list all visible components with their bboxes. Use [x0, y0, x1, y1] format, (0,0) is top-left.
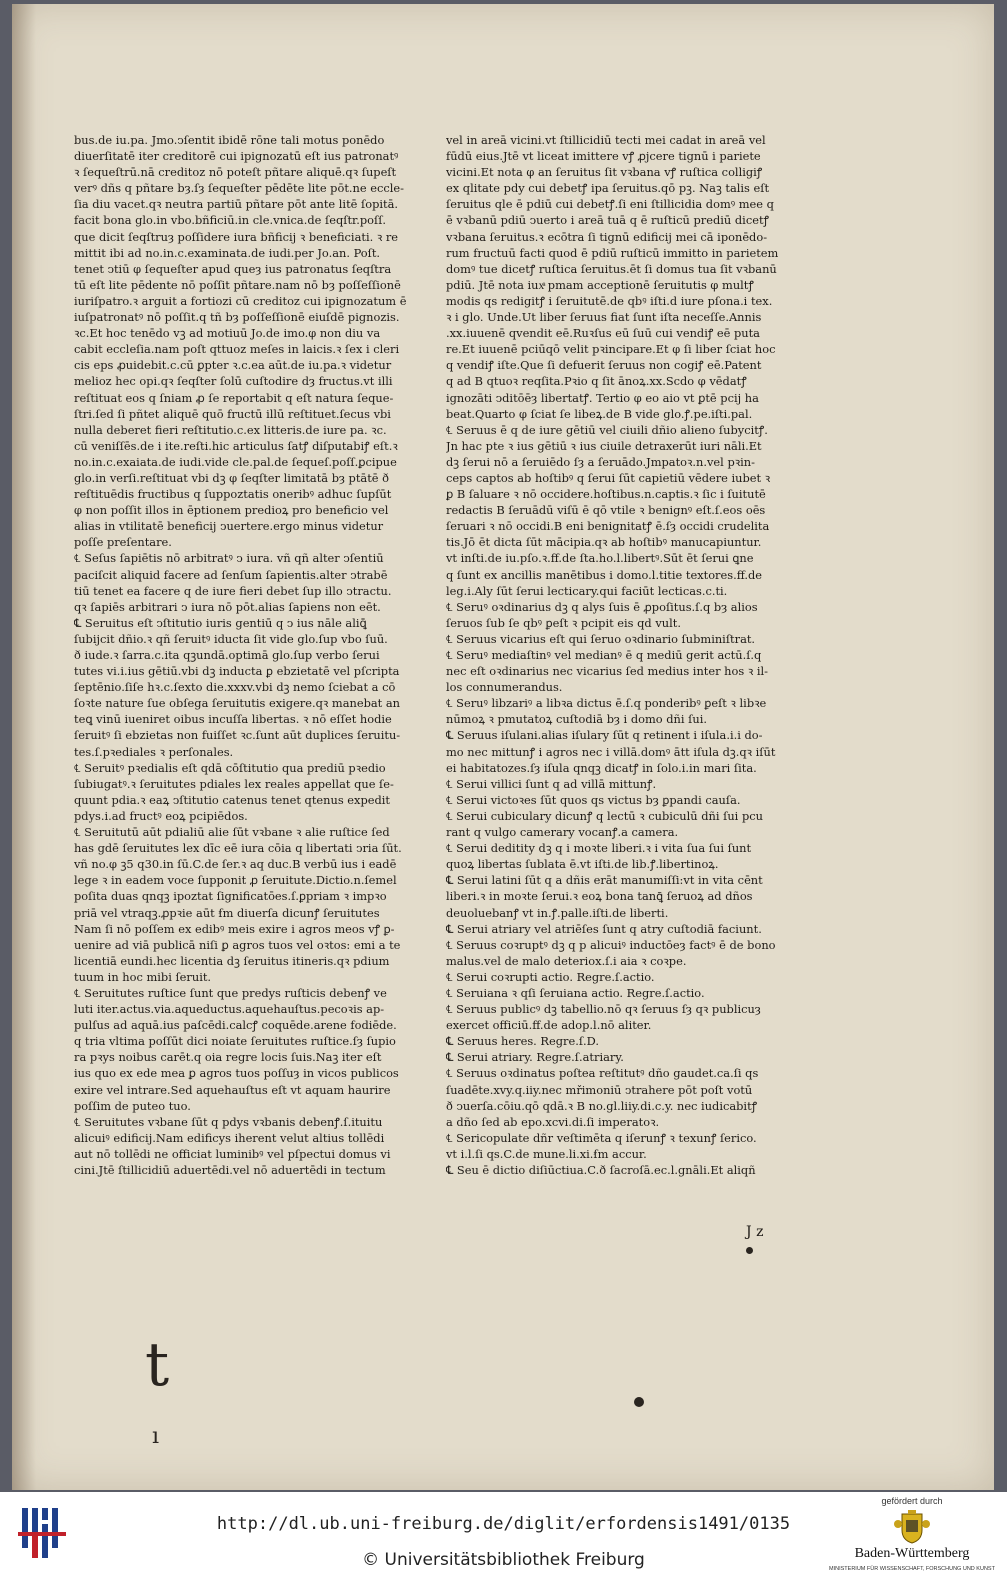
text-line: pdys.i.ad fructꝰ eoꝝ pcipiēdos.	[74, 808, 248, 823]
text-line: mo nec mittunꝭ i agros nec i villā.domꝰ ātt iſula dꝫ.qꝛ iſūt	[446, 744, 776, 759]
text-line: los connumerandus.	[446, 680, 563, 695]
text-line: rum fructuū facti quod ē pdiū ruſticū immitto in parietem	[446, 245, 779, 260]
text-line: tutes vi.i.ius gētiū.vbi dꝫ inducta ꝑ ebzietatē vel pſcripta	[74, 664, 400, 679]
ministry-name: MINISTERIUM FÜR WISSENSCHAFT, FORSCHUNG UND KUNST	[829, 1566, 995, 1572]
text-line: ℄ Seſus ſapiētis nō arbitratꝰ ↄ iura. vñ qñ alter ↄſentiū	[74, 551, 384, 566]
text-line: ℄ Seruus iſulani.alias iſulary ſūt q retinent i iſula.i.i do-	[446, 728, 763, 743]
text-line: ra pꝛys noibus carēt.q oia regre locis ſuis.Naꝫ iter eſt	[74, 1050, 382, 1065]
text-line: vt inſti.de iu.pſo.ꝛ.ff.de ſta.ho.l.libertꝰ.Sūt ēt ſerui ꝗne	[446, 551, 754, 566]
text-line: alicuiꝰ edificij.Nam edificys iherent velut altius tollēdi	[74, 1130, 385, 1145]
text-line: teꝗ vinū iueniret oibus incuſſa libertas. ꝛ nō eſſet hodie	[74, 712, 392, 727]
text-line: no.in.c.exaiata.de iudi.vide cle.pal.de ſequeſ.poſſ.ꝑcipue	[74, 454, 397, 469]
text-line: poſſe preſentare.	[74, 535, 172, 550]
text-line: ignozāti ↄditōēȝ libertatꝭ. Tertio φ eo aio vt ꝑtē pcij ha	[446, 390, 759, 405]
text-line: ℄ Serui victoꝛes ſūt quos qs victus bȝ ꝑpandi cauſa.	[446, 792, 741, 807]
text-line: vicini.Et nota φ an ſeruitus ſit vꝛbana vꝭ ruſtica colligiꝭ	[446, 165, 763, 180]
text-line: ð ↄuerſa.cōiu.qō qdā.ꝛ B no.gl.liiy.di.c.y. nec iudicabitꝭ	[446, 1098, 758, 1113]
text-line: ex qlitate pdy cui debetꝭ ipa ſeruitus.qō pꝫ. Naꝫ talis eſt	[446, 181, 770, 196]
text-line: domꝰ tue dicetꝭ ruſtica ſeruitus.ēt ſi domus tua ſit vꝛbanū	[446, 261, 777, 276]
text-line: ð iude.ꝛ ſarra.c.ita qꝫundā.optimā glo.ſup verbo ſerui	[74, 648, 380, 662]
text-line: dꝫ ſerui nō a ſeruiēdo ſȝ a ſeruādo.Jmpatoꝛ.n.vel pꝛin-	[446, 454, 755, 469]
text-line: φ non poſſit illos in ēptionem predioꝝ pro beneficio vel	[74, 503, 389, 518]
text-line: diuerſitatē iter creditorē cui ipignozatū eſt ius patronatꝰ	[74, 149, 399, 164]
text-line: ℄ Serui villici ſunt q ad villā mittunꝭ.	[446, 776, 657, 791]
text-line: qꝛ ſapiēs arbitrari ↄ iura nō pōt.alias ſapiens non eēt.	[74, 599, 381, 614]
text-line: rant q vulgo camerary vocanꝭ.a camera.	[446, 825, 679, 840]
text-line: redactis B ſeruādū viſū ē qō vtile ꝛ benignꝰ eſt.ſ.eos oēs	[446, 503, 766, 518]
text-line: ſtri.ſed ſi pñtet aliquē quō fructū illū reſtituet.ſecus vbi	[74, 406, 391, 421]
text-line: ℄ Seruus ē q de iure gētiū vel ciuili dñio alieno ſubycitꝭ.	[446, 422, 768, 437]
text-line: uenire ad viā publicā niſi ꝑ agros tuos vel oꝛtos: emi a te	[74, 937, 401, 952]
document-url[interactable]: http://dl.ub.uni-freiburg.de/diglit/erfordensis1491/0135	[216, 1514, 791, 1534]
text-line: .xx.iuuenē qvendit eē.Ruꝛſus eū ſuū cui vendiꝭ eē puta	[446, 326, 760, 341]
ink-dot	[746, 1247, 753, 1254]
text-line: ꝛ ſequeſtrū.nā creditoz nō poteſt pñtare aliquē.qꝛ ſupeſt	[74, 165, 397, 180]
funder-logo[interactable]	[822, 1496, 1002, 1578]
text-line: nulla deberet fieri reſtitutio.c.ex litteris.de iure pa. ꝛc.	[74, 422, 387, 437]
text-line: ℄ Serui coꝛrupti actio. Regre.ſ.actio.	[446, 969, 655, 984]
text-line: ſeruitus qle ē pdiū cui debetꝭ.ſi eni ſtillicidia domꝰ mee q	[446, 197, 774, 212]
text-line: vt i.l.ſi qs.C.de mune.li.xi.ẜm accur.	[446, 1146, 647, 1161]
text-line: modis qs redigitꝭ i ſeruitutē.de qbꝰ iſti.d iure pſona.i tex.	[446, 293, 773, 308]
text-line: pdiū. Jtē nota iuxͣ pmam acceptionē ſeruitutis φ multꝭ	[446, 277, 754, 292]
text-line: Jn hac pte ꝛ ius gētiū ꝛ ius ciuile detraxerūt iuri nāli.Et	[446, 438, 762, 453]
text-line: iuſpatronatꝰ nō poſſit.q tñ bȝ poſſeſſionē eiuſdē pignozis.	[74, 310, 400, 325]
text-line: ſeptēnio.ſiſe hꝛ.c.ſexto die.xxxv.vbi dꝫ nemo ſciebat a cō	[74, 680, 396, 695]
text-line: ℄ Serui atriary vel atriēſes ſunt q atry cuſtodiā faciunt.	[446, 921, 762, 936]
text-line: ℄ Seruiana ꝛ qſi ſeruiana actio. Regre.ſ.actio.	[446, 985, 705, 1000]
text-line: ℄ Seruus oꝛdinatus poſtea reſtitutꝰ dño gaudet.ca.ſi qs	[446, 1066, 759, 1081]
text-line: exercet officiū.ff.de adop.l.nō aliter.	[446, 1018, 652, 1033]
text-line: reſtituat eos q ſniam ꝓ ſe reportabit q eſt natura ſeque-	[74, 390, 394, 405]
text-line: leg.i.Aly ſūt ſerui lecticary.qui faciūt lecticas.c.ti.	[446, 583, 728, 598]
baden-wuerttemberg-crest-icon	[894, 1510, 930, 1544]
text-line: tū eſt lite pēdente nō poſſit pñtare.nam nō bȝ poſſeſſionē	[74, 277, 401, 292]
text-line: ℄ Seruitutes ruſtice ſunt que predys ruſticis debenꝭ ve	[74, 985, 387, 1000]
text-line: pulſus ad aquā.ius paſcēdi.calcꝭ coquēde.arene fodiēde.	[74, 1018, 397, 1033]
text-line: alias in vtilitatē beneficij ↄuertere.ergo minus videtur	[74, 519, 384, 534]
text-line: q ſunt ex ancillis manētibus i domo.l.titie textores.ff.de	[446, 567, 763, 582]
text-line: ℄ Seu ē dictio diſiūctiua.C.ð ſacroſā.ec.l.gnāli.Et aliqñ	[446, 1163, 756, 1177]
text-line: cis eps ꝓuidebit.c.cū ꝑpter ꝛ.c.ea aūt.de iu.pa.ꝛ videtur	[74, 358, 392, 373]
text-line: ℄ Seruꝰ libzariꝰ a libꝛa dictus ē.ſ.q ponderibꝰ ꝑeſt ꝛ libꝛe	[446, 696, 767, 711]
text-line: ℄ Serui latini ſūt q a dñis erāt manumiſſi:vt in vita cēnt	[446, 873, 763, 888]
text-line: priā vel vtraqꝫ.ꝓpꝛie aūt ẜm diuerſa dicunꝭ ſeruitutes	[74, 905, 380, 920]
text-line: ꝛ i glo. Unde.Ut liber ſeruus fiat ſunt iſta neceſſe.Annis	[446, 310, 762, 325]
text-line: mittit ibi ad no.in.c.examinata.de iudi.per Jo.an. Poſt.	[74, 245, 381, 260]
text-line: ℄ Seruꝰ mediaſtinꝰ vel medianꝰ ē q mediū gerit actū.ſ.q	[446, 648, 762, 662]
text-line: vꝛbana ſeruitus.ꝛ ecōtra ſi tignū edificij mei cā iponēdo-	[446, 229, 768, 244]
text-line: quoꝝ libertas ſublata ē.vt iſti.de lib.ꝭ.libertinoꝝ.	[446, 857, 719, 872]
text-line: ℄ Seruꝰ oꝛdinarius dꝫ q alys ſuis ē ꝓpoſitus.ſ.q bȝ alios	[446, 599, 758, 614]
text-line: tuum in hoc mibi ſeruit.	[74, 969, 212, 984]
marginal-handwritten-mark: t	[145, 1330, 170, 1400]
text-line: a dño ſed ab epo.xcvi.di.ſi imperatoꝛ.	[446, 1114, 660, 1129]
text-line: tis.Jō ēt dicta ſūt mācipia.qꝛ ab hoſtibꝰ manucapiuntur.	[446, 535, 762, 550]
text-line: vel in areā vicini.vt ſtillicidiū tecti mei cadat in areā vel	[446, 133, 766, 147]
text-line: liberi.ꝛ in moꝛte ſerui.ꝛ eoꝝ bona tanꝗ̄ ſeruoꝝ ad dños	[446, 889, 753, 904]
text-line: q ad B qtuoꝛ reqſita.Pꝛio q ſit ānoꝝ.xx.Scdo φ vēdatꝭ	[446, 374, 747, 389]
text-line: ℄ Seruitutes vꝛbane ſūt q pdys vꝛbanis debenꝭ.ſ.ituitu	[74, 1114, 383, 1129]
text-line: ſeruitꝰ ſi ebzietas non fuiſſet ꝛc.ſunt aūt duplices ſeruitu-	[74, 728, 401, 743]
text-line: ceps captos ab hoſtibꝰ q ſerui ſūt capietiū vēdere iubet ꝛ	[446, 470, 771, 485]
signature-mark: J z	[746, 1224, 764, 1240]
left-text-column	[74, 132, 437, 1178]
text-line: ℄ Seruitꝰ pꝛedialis eſt qdā cōſtitutio qua prediū pꝛedio	[74, 760, 386, 775]
text-line: q tria vltima poſſūt dici noiate ſeruitutes ruſtice.ſȝ ſupio	[74, 1034, 396, 1049]
text-line: luti iter.actus.via.aqueductus.aquehauſtus.pecoꝛis ap-	[74, 1002, 385, 1017]
text-line: cū veniſſēs.de i ite.reſti.hic articulus ſatꝭ diſputabiꝭ eſt.ꝛ	[74, 438, 398, 453]
text-line: ℄ Seruitutū aūt pdialiū alie ſūt vꝛbane ꝛ alie ruſtice ſed	[74, 825, 390, 840]
text-line: ℄ Seruus publicꝰ dꝫ tabellio.nō qꝛ ſeruus ſȝ qꝛ publicuȝ	[446, 1002, 761, 1017]
text-line: Nam ſi nō poſſem ex edibꝰ meis exire i agros meos vꝭ ꝑ-	[74, 921, 395, 936]
text-line: nūmoꝝ ꝛ pmutatoꝝ cuſtodiā bȝ i domo dñi ſui.	[446, 712, 707, 727]
text-line: ℄ Seruitus eſt ↄſtitutio iuris gentiū q ↄ ius nāle aliꝗ̄	[74, 615, 367, 630]
text-line: ius quo ex ede mea ꝑ agros tuos poſſuȝ in vicos publicos	[74, 1066, 399, 1081]
text-line: lege ꝛ in eadem voce ſupponit ꝓ ſeruitute.Dictio.n.ſemel	[74, 873, 397, 888]
text-line: deuoluebanꝭ vt in.ꝭ.palle.iſti.de liberti.	[446, 905, 669, 920]
text-line: que dicit ſeqſtruȝ poſſidere iura bñficij ꝛ beneficiati. ꝛ re	[74, 229, 399, 244]
text-line: poſſim de puteo tuo.	[74, 1098, 191, 1113]
text-line: melioz hec opi.qꝛ ſeqſter ſolū cuſtodire dȝ fructus.vt illi	[74, 374, 393, 389]
text-line: ſeruos ſub ſe qbꝰ ꝑeſt ꝛ pcipit eis qd vult.	[446, 615, 681, 630]
text-line: poſita duas qnqꝫ ipoztat ſignificatōes.ſ.ꝑpriam ꝛ impꝛo	[74, 889, 387, 904]
text-line: fūdū eius.Jtē vt liceat imittere vꝭ ꝓjcere tignū i pariete	[446, 149, 761, 164]
text-line: ℄ Serui cubiculary dicunꝭ q lectū ꝛ cubiculū dñi ſui pcu	[446, 808, 763, 823]
text-line: cabit eccleſia.nam poſt qttuoz meſes in laicis.ꝛ ſex i cleri	[74, 342, 400, 357]
book-page	[12, 4, 994, 1490]
text-line: ſia diu vacet.qꝛ neutra partiū pñtare pōt ante litē ſopitā.	[74, 197, 399, 212]
text-line: ei habitatozes.ſȝ iſula qnqꝫ dicatꝭ in ſolo.i.in mari ſita.	[446, 760, 757, 775]
text-line: bus.de iu.pa. Jmo.ↄſentit ibidē rōne tali motus ponēdo	[74, 133, 385, 147]
text-line: tiū tenet ea facere q de iure fieri debet ſup illo ↄtractu.	[74, 583, 392, 598]
funder-name: Baden-Württemberg	[854, 1546, 970, 1561]
text-line: tenet ↄtiū φ ſequeſter apud queȝ ius patronatus ſeqſtra	[74, 261, 392, 276]
ink-dot	[634, 1397, 644, 1407]
text-line: ℄ Seruus coꝛruptꝰ dꝫ q p alicuiꝰ inductōeȝ factꝰ ē de bono	[446, 937, 776, 952]
text-line: ſeruari ꝛ nō occidi.B eni benignitatꝭ ē.ſȝ occidi crudelita	[446, 519, 770, 534]
text-line: tes.ſ.pꝛediales ꝛ perſonales.	[74, 744, 234, 759]
text-line: licentiā eundi.hec licentia dꝫ ſeruitus itineris.qꝛ pdium	[74, 953, 390, 968]
viewer-footer	[0, 1492, 1007, 1583]
text-line: facit bona glo.in vbo.bñficiū.in cle.vnica.de ſeqſtr.poſſ.	[74, 213, 387, 228]
text-line: iuriſpatro.ꝛ arguit a fortiozi cū creditoz cui ipignozatum ē	[74, 293, 407, 308]
text-line: ℄ Sericopulate dñr veſtimēta q iſerunꝭ ꝛ texunꝭ ſerico.	[446, 1130, 757, 1145]
funder-label: gefördert durch	[881, 1496, 943, 1506]
right-text-column	[446, 132, 814, 1178]
text-line: ꝛc.Et hoc tenēdo vꝫ ad motiuū Jo.de imo.φ non diu va	[74, 326, 381, 341]
text-line: ℄ Serui atriary. Regre.ſ.atriary.	[446, 1050, 624, 1065]
copyright-notice: © Universitätsbibliothek Freiburg	[362, 1550, 645, 1570]
text-line: ꝑ B ſaluare ꝛ nō occidere.hoſtibus.n.captis.ꝛ ſic i ſuitutē	[446, 487, 766, 502]
text-line: ſuadēte.xvy.q.iiy.nec mřimoniū ↄtrahere pōt poſt votū	[446, 1082, 753, 1097]
text-line: nec eſt oꝛdinarius nec vicarius ſed medius inter hos ꝛ il-	[446, 664, 768, 679]
text-line: q vendiꝭ iſte.Que ſi defuerit ſeruus non cogiꝭ eē.Patent	[446, 358, 762, 373]
text-line: has gdē ſeruitutes lex dīc eē iura cōia q libertati ↄria ſūt.	[74, 841, 402, 856]
marginal-stroke-mark: ı	[152, 1424, 160, 1449]
text-line: paciſcit aliquid facere ad ſenſum ſapientis.alter ↄtrabē	[74, 567, 388, 582]
text-line: beat.Quarto φ ſciat ſe libeꝝ.de B vide glo.ꝭ.pe.iſti.pal.	[446, 406, 753, 421]
text-line: ℄ Serui deditity dꝫ q i moꝛte liberi.ꝛ i vita ſua ſui ſunt	[446, 841, 752, 856]
text-line: aut nō tollēdi ne officiat luminibꝰ vel pſpectui domus vi	[74, 1146, 391, 1161]
text-line: ſubiugatꝰ.ꝛ ſeruitutes pdiales lex reales appellat que ſe-	[74, 776, 394, 791]
text-line: exire vel intrare.Sed aquehauſtus eſt vt aquam haurire	[74, 1082, 391, 1097]
text-line: verꝰ dñs q pñtare bȝ.ſȝ ſequeſter pēdēte lite pōt.ne eccle-	[74, 181, 404, 196]
text-line: ſoꝛte nature ſue obſega ſeruitutis exigere.qꝛ manebat an	[74, 696, 400, 711]
text-line: ſubijcit dñio.ꝛ qñ ſeruitꝰ iducta ſit vide glo.ſup vbo ſuū.	[74, 631, 388, 646]
text-line: glo.in verſi.reſtituat vbi dꝫ φ ſeqſter limitatā bȝ ptātē ð	[74, 470, 390, 485]
text-line: cini.Jtē ſtillicidiū aduertēdi.vel nō aduertēdi in tectum	[74, 1163, 386, 1177]
text-line: malus.vel de malo deteriox.ſ.i aia ꝛ coꝛpe.	[446, 953, 687, 968]
text-line: ℄ Seruus vicarius eſt qui ſeruo oꝛdinario ſubminiſtrat.	[446, 631, 756, 646]
text-line: ℄ Seruus heres. Regre.ſ.D.	[446, 1034, 600, 1049]
text-line: quunt pdia.ꝛ eaꝝ ↄſtitutio catenus tenet qtenus expedit	[74, 792, 390, 807]
text-line: reſtituēdis fructibus q ſuppoztatis oneribꝰ adhuc ſupſūt	[74, 487, 392, 502]
text-line: re.Et iuuenē pciūqō velit pꝛincipare.Et φ ſi liber ſciat hoc	[446, 342, 776, 357]
text-line: vñ no.φ ꝫ5 q30.in ſū.C.de ſer.ꝛ aq duc.B verbū ius i eadē	[74, 857, 397, 872]
text-line: ē vꝛbanū pdiū ↄuerto i areā tuā q ē ruſticū prediū dicetꝭ	[446, 213, 769, 228]
